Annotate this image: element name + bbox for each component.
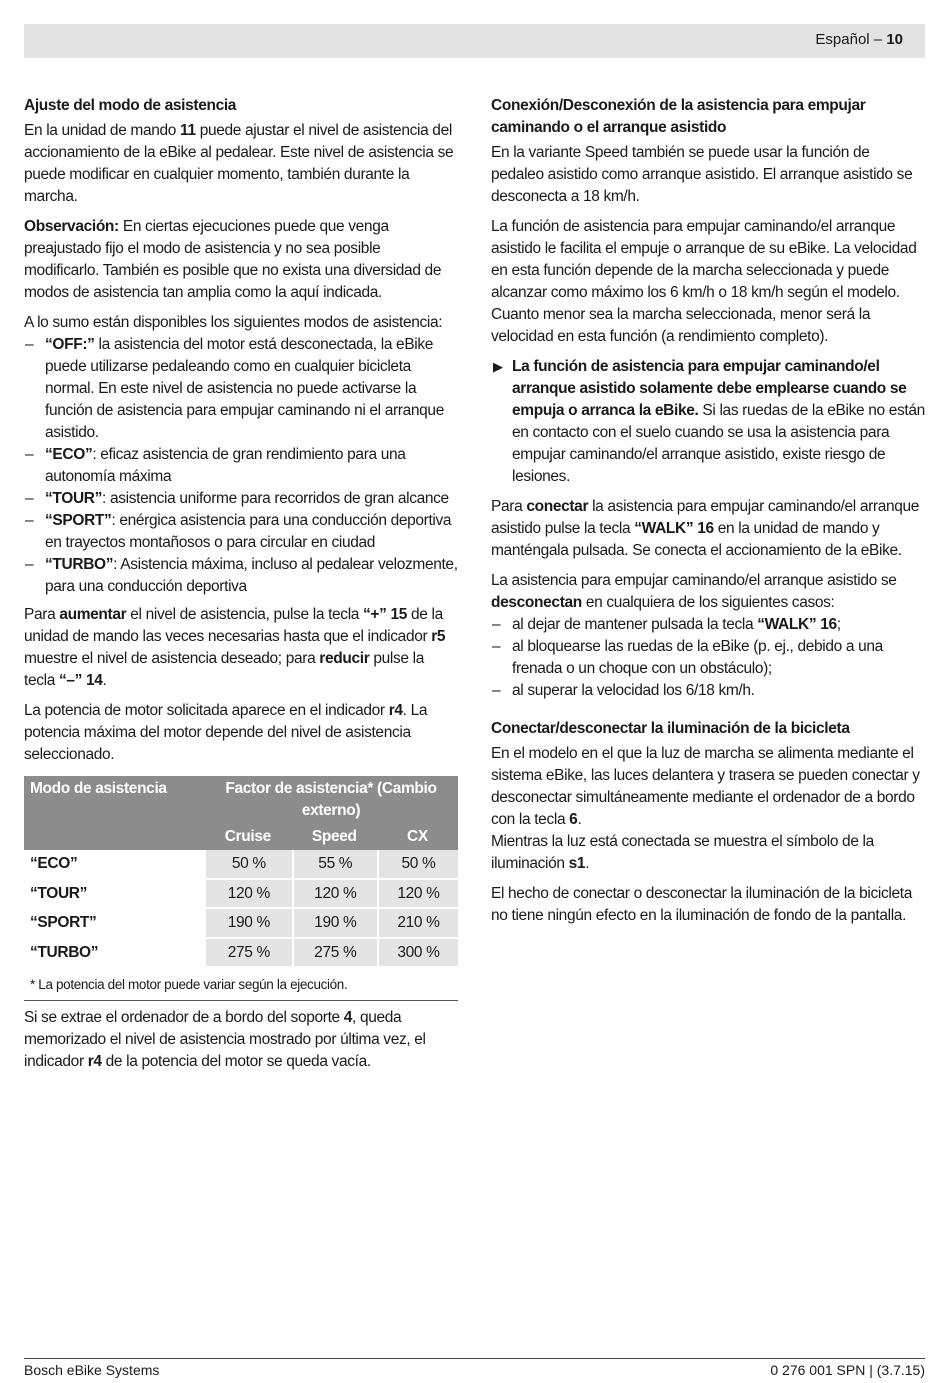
paragraph-power: La potencia de motor solicitada aparece en el indicador r4. La potencia máxima del motor depende del nivel de asistencia seleccionado. (24, 702, 428, 763)
paragraph-walk-function: La función de asistencia para empujar caminando/el arranque asistido le facilita el empuje o arranque de su eBike. La velocidad en esta función depende de la marcha seleccionada y puede alcanzar como máximo los 6 km/h o 18 km/h según el modelo. Cuanto menor sea la marcha seleccionada, menor será la velocidad en esta función (a rendimiento completo). (491, 218, 917, 345)
list-item: – “ECO”: eficaz asistencia de gran rendimiento para una autonomía máxima (24, 444, 458, 488)
disconnect-cases-list (491, 614, 925, 702)
list-item: – “TOUR”: asistencia uniforme para recorridos de gran alcance (24, 488, 458, 510)
table-cell: 210 % (377, 909, 458, 939)
table-cell: 120 % (292, 880, 377, 910)
section-heading-assist-mode: Ajuste del modo de asistencia (24, 97, 237, 114)
paragraph-light-1: En el modelo en el que la luz de marcha se alimenta mediante el sistema eBike, las luces delantera y trasera se pueden conectar y desconectar simultáneamente mediante el ordenador de a bordo con la tecla 6. (491, 745, 920, 828)
table-cell-mode: “TOUR” (24, 880, 204, 910)
table-cell-mode: “SPORT” (24, 909, 204, 939)
table-cell: 190 % (292, 909, 377, 939)
table-cell: 275 % (204, 939, 292, 969)
section-heading-lighting: Conectar/desconectar la iluminación de la bicicleta (491, 720, 850, 737)
table-row (24, 909, 458, 939)
table-cell: 50 % (204, 850, 292, 880)
right-column (491, 95, 925, 935)
list-item: – al dejar de mantener pulsada la tecla “WALK” 16; (491, 614, 925, 636)
table-cell: 120 % (377, 880, 458, 910)
footer-doc-number: 0 276 001 SPN | (3.7.15) (770, 1362, 925, 1378)
paragraph-intro: En la unidad de mando 11 puede ajustar el nivel de asistencia del accionamiento de la eBike al pedalear. Este nivel de asistencia se puede modificar en cualquier momento, también durante la marcha. (24, 122, 454, 205)
triangle-right-icon: ▶ (493, 359, 503, 374)
list-item: – al bloquearse las ruedas de la eBike (p. ej., debido a una frenada o un choque con un obstáculo); (491, 636, 925, 680)
page-header-text (815, 31, 903, 48)
paragraph-light-2: Mientras la luz está conectada se muestra el símbolo de la iluminación s1. (491, 833, 874, 872)
page-header (24, 24, 925, 58)
paragraph-speed-variant: En la variante Speed también se puede usar la función de pedaleo asistido como arranque asistido. El arranque asistido se desconecta a 18 km/h. (491, 144, 913, 205)
table-row (24, 850, 458, 880)
paragraph-connect: Para conectar la asistencia para empujar caminando/el arranque asistido pulse la tecla “WALK” 16 en la unidad de mando y manténgala pulsada. Se conecta el accionamiento de la eBike. (491, 498, 920, 559)
paragraph-increase: Para aumentar el nivel de asistencia, pulse la tecla “+” 15 de la unidad de mando las veces necesarias hasta que el indicador r5 muestre el nivel de asistencia deseado; para reducir pulse la tecla “–” 14. (24, 606, 446, 689)
table-cell: 275 % (292, 939, 377, 969)
table-cell: 55 % (292, 850, 377, 880)
table-header-mode: Modo de asistencia (24, 776, 204, 850)
table-cell: 50 % (377, 850, 458, 880)
left-column (24, 95, 458, 1081)
table-cell: 190 % (204, 909, 292, 939)
paragraph-extract: Si se extrae el ordenador de a bordo del soporte 4, queda memorizado el nivel de asistencia mostrado por última vez, el indicador r4 de la potencia del motor se queda vacía. (24, 1009, 426, 1070)
assist-factor-table (24, 776, 458, 968)
modes-list (24, 334, 458, 598)
table-row (24, 880, 458, 910)
list-item: – “OFF:” la asistencia del motor está desconectada, la eBike puede utilizarse pedaleando como en cualquier bicicleta normal. En este nivel de asistencia no puede activarse la función de asistencia para empujar caminando ni el arranque asistido. (24, 334, 458, 444)
table-footnote: * La potencia del motor puede variar según la ejecución. (24, 968, 458, 1001)
table-row (24, 939, 458, 969)
table-header-speed: Speed (292, 824, 377, 850)
header-language: Español (815, 31, 870, 48)
paragraph-disconnect: La asistencia para empujar caminando/el arranque asistido se desconectan en cualquiera de los siguientes casos: (491, 572, 897, 611)
table-cell: 300 % (377, 939, 458, 969)
footer-divider (24, 1358, 925, 1359)
list-item: – “SPORT”: enérgica asistencia para una conducción deportiva en trayectos montañosos o para circular en ciudad (24, 510, 458, 554)
table-cell: 120 % (204, 880, 292, 910)
table-header-cruise: Cruise (204, 824, 292, 850)
paragraph-light-3: El hecho de conectar o desconectar la iluminación de la bicicleta no tiene ningún efecto en la iluminación de fondo de la pantalla. (491, 885, 912, 924)
table-cell-mode: “ECO” (24, 850, 204, 880)
list-item: – al superar la velocidad los 6/18 km/h. (491, 680, 925, 702)
paragraph-modes-intro: A lo sumo están disponibles los siguientes modos de asistencia: (24, 314, 443, 331)
table-header-cx: CX (377, 824, 458, 850)
paragraph-observation: Observación: En ciertas ejecuciones puede que venga preajustado fijo el modo de asistencia y no sea posible modificarlo. También es posible que no exista una diversidad de modos de asistencia tan amplia como la aquí indicada. (24, 218, 442, 301)
page-number: 10 (886, 31, 903, 48)
table-cell-mode: “TURBO” (24, 939, 204, 969)
section-heading-walk-assist: Conexión/Desconexión de la asistencia para empujar caminando o el arranque asistido (491, 97, 866, 136)
warning-note: ▶ La función de asistencia para empujar caminando/el arranque asistido solamente debe emplearse cuando se empuja o arranca la eBike. Si las ruedas de la eBike no están en contacto con el suelo cuando se usa la asistencia para empujar caminando/el arranque asistido, existe riesgo de lesiones. (493, 358, 925, 485)
table-header-factor: Factor de asistencia* (Cambio externo) (204, 776, 458, 824)
footer-brand: Bosch eBike Systems (24, 1362, 160, 1378)
list-item: – “TURBO”: Asistencia máxima, incluso al pedalear velozmente, para una conducción deportiva (24, 554, 458, 598)
header-dash: – (873, 31, 883, 48)
